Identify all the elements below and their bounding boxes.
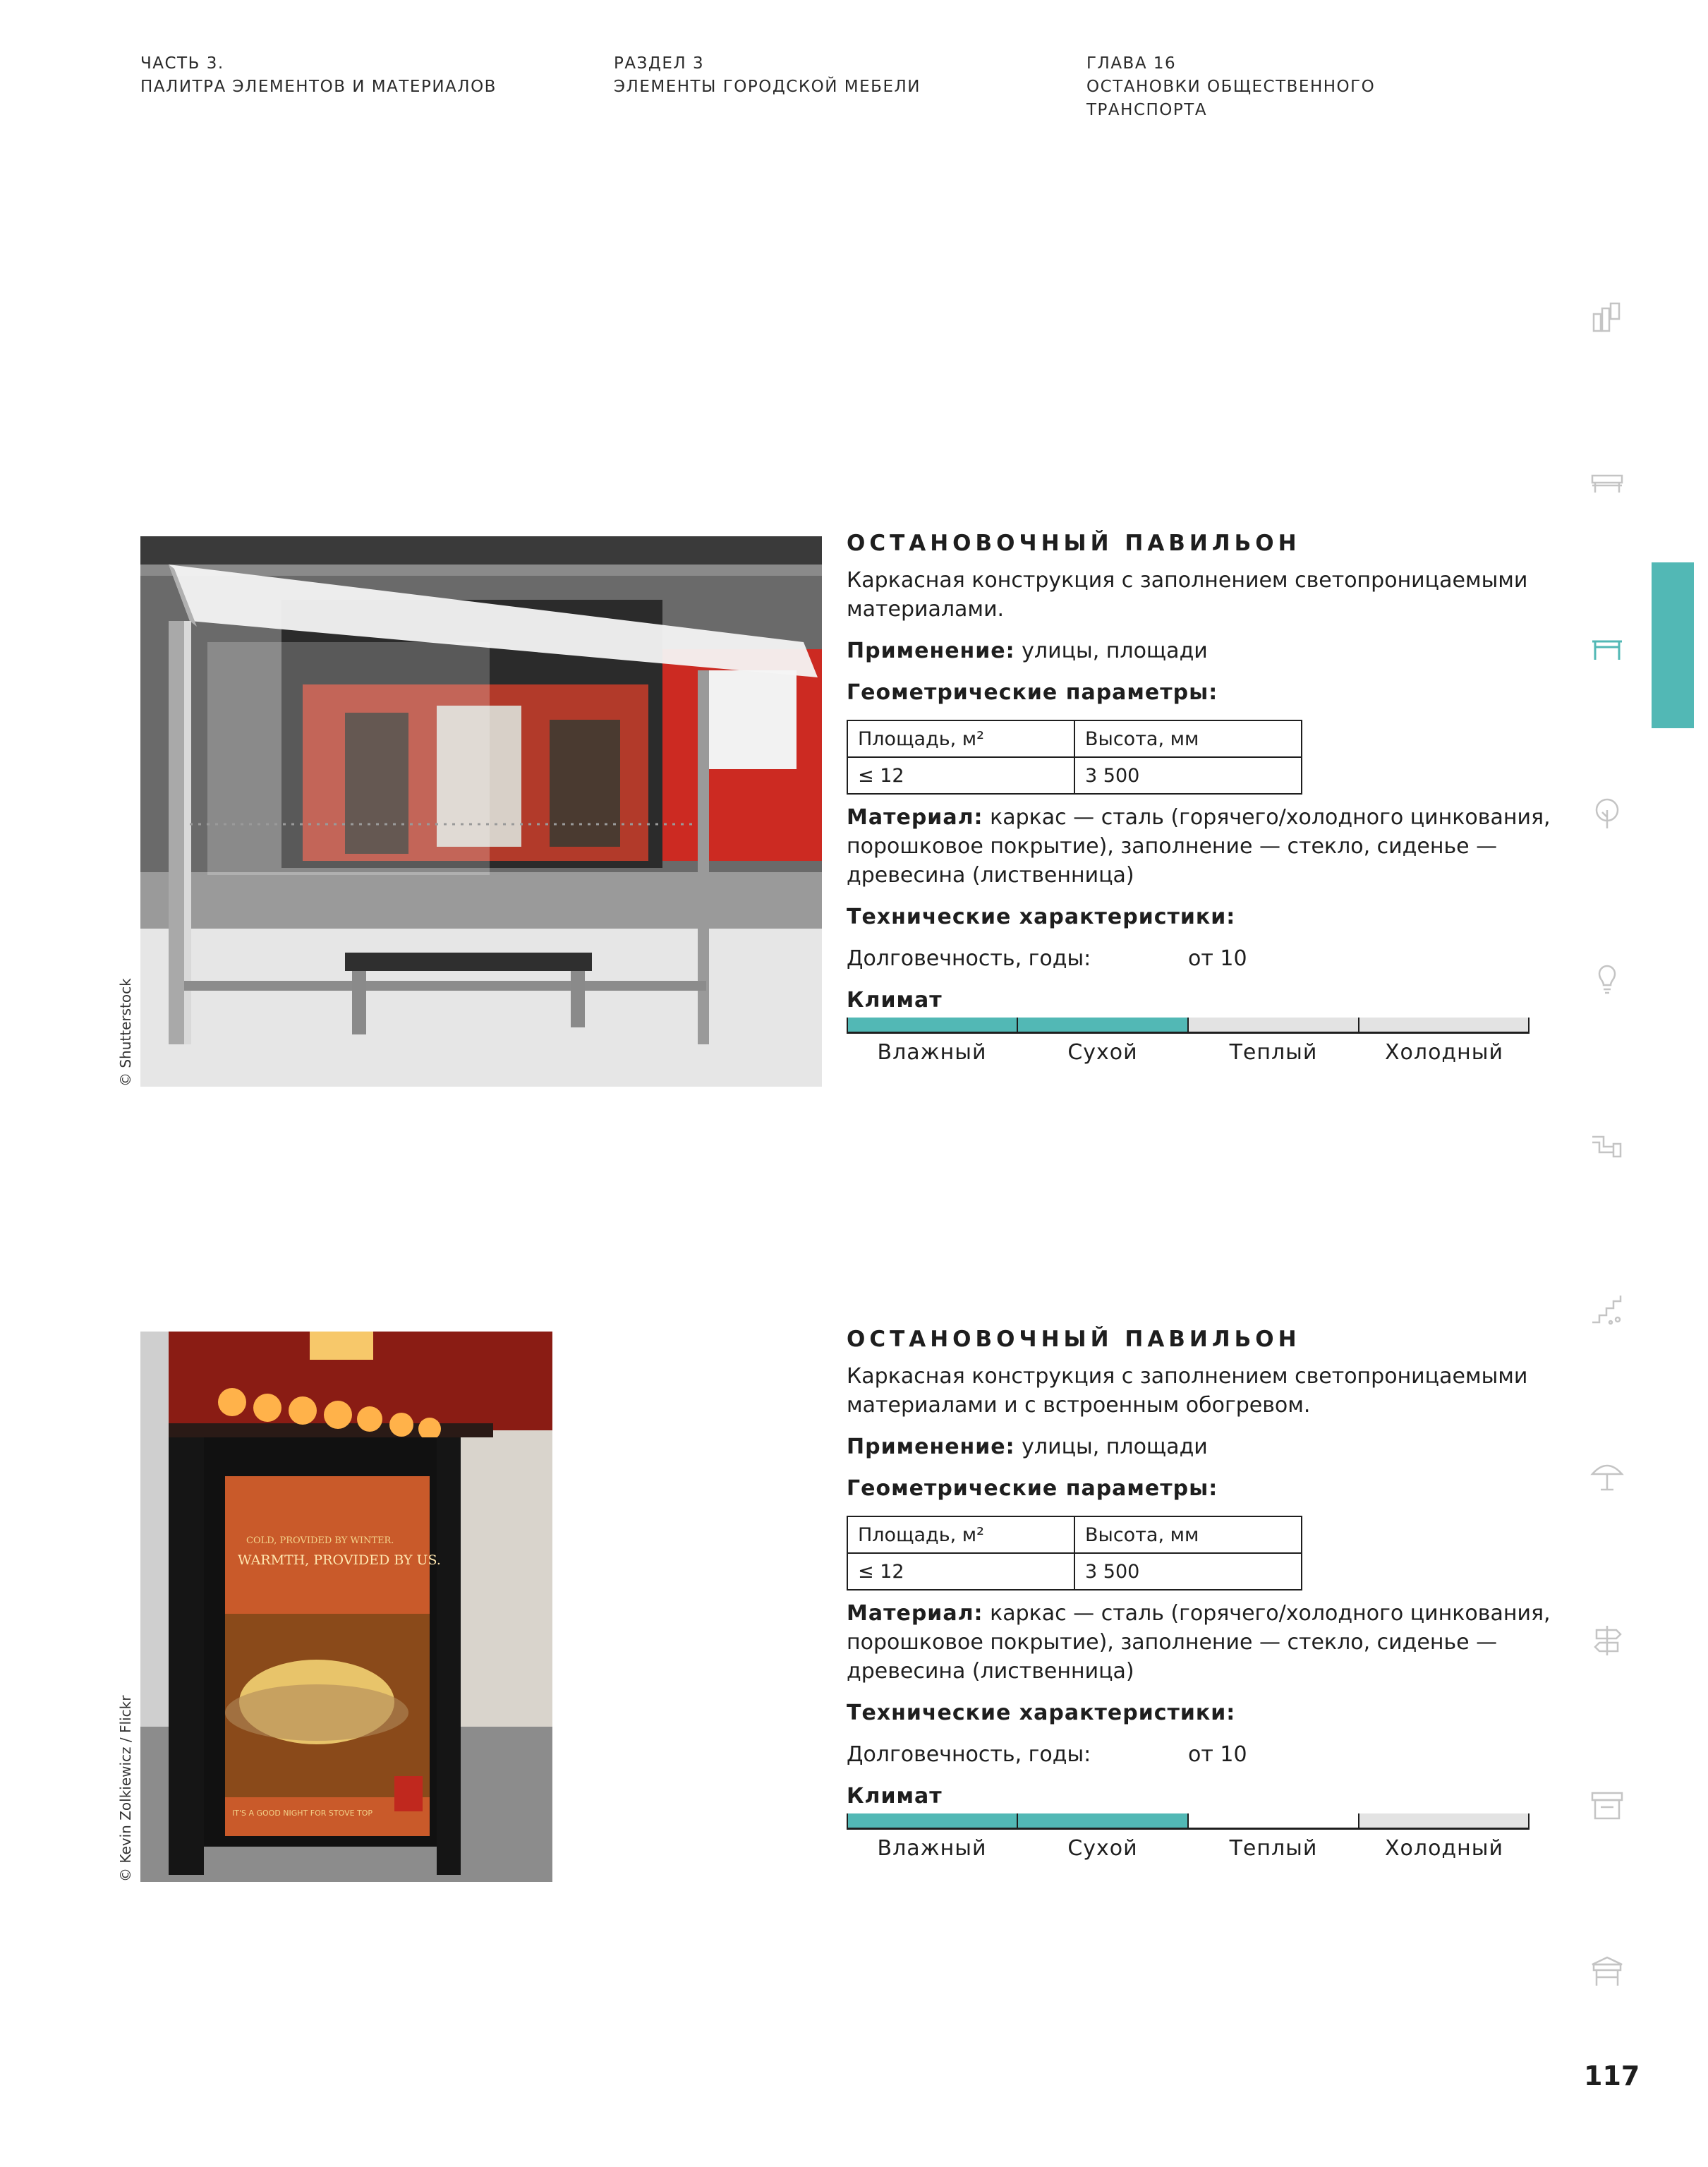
- climate-label-humid: Влажный: [877, 1836, 987, 1861]
- climate-segment-warm: [1188, 1813, 1359, 1830]
- application-line: [847, 636, 1566, 665]
- climate-divider: [1358, 1813, 1359, 1830]
- photo-credit: © Shutterstock: [117, 978, 134, 1087]
- climate-divider: [1528, 1813, 1530, 1830]
- climate-labels: [847, 1836, 1530, 1870]
- product-card: [847, 1324, 1566, 1870]
- ad-line1: COLD, PROVIDED BY WINTER.: [246, 1535, 394, 1546]
- material-label: Материал:: [847, 1601, 983, 1626]
- product-card: [847, 528, 1566, 1074]
- climate-label: Климат: [847, 988, 943, 1013]
- climate-divider: [1187, 1813, 1189, 1830]
- climate-bar: [847, 1813, 1530, 1830]
- climate-segment-dry: [1017, 1018, 1188, 1034]
- bus-shelter-photo: [140, 536, 822, 1087]
- buildings-icon[interactable]: [1589, 300, 1625, 335]
- climate-label-warm: Теплый: [1229, 1836, 1318, 1861]
- climate-label: Климат: [847, 1784, 943, 1809]
- pipes-icon[interactable]: [1589, 1127, 1625, 1162]
- header-chapter-title-line1: ОСТАНОВКИ ОБЩЕСТВЕННОГО: [1086, 78, 1376, 96]
- header-section-title: ЭЛЕМЕНТЫ ГОРОДСКОЙ МЕБЕЛИ: [614, 78, 921, 96]
- header-chapter-title-line2: ТРАНСПОРТА: [1086, 101, 1208, 119]
- table-header-area: Площадь, м²: [847, 720, 1074, 757]
- header-section-number: РАЗДЕЛ 3: [614, 54, 705, 73]
- product-description: Каркасная конструкция с заполнением светопроницаемыми материалами и с встроенным обогревом.: [847, 1364, 1528, 1418]
- durability-label: Долговечность, годы:: [847, 946, 1091, 971]
- material-line: [847, 803, 1566, 890]
- photo-credit: © Kevin Zolkiewicz / Flickr: [117, 1695, 134, 1882]
- climate-labels: [847, 1040, 1530, 1074]
- heated-shelter-photo: [140, 1332, 552, 1882]
- climate-label-warm: Теплый: [1229, 1040, 1318, 1065]
- geometry-table: [847, 1516, 1302, 1590]
- table-value-area: ≤ 12: [847, 757, 1074, 794]
- climate-segment-cold: [1359, 1813, 1530, 1830]
- tree-icon[interactable]: [1589, 796, 1625, 831]
- table-header-height: Высота, мм: [1074, 1516, 1302, 1553]
- climate-label-dry: Сухой: [1067, 1040, 1138, 1065]
- climate-bar: [847, 1018, 1530, 1034]
- durability-label: Долговечность, годы:: [847, 1742, 1091, 1767]
- climate-divider: [1187, 1018, 1189, 1034]
- material-value: каркас — сталь (горячего/холодного цинкования, порошковое покрытие), заполнение — стекло, сиденье — древесина (лиственница): [847, 1601, 1551, 1684]
- geometry-table: [847, 720, 1302, 795]
- climate-divider: [1528, 1018, 1530, 1034]
- ad-footer: IT'S A GOOD NIGHT FOR STOVE TOP: [232, 1809, 373, 1818]
- header-chapter: [1086, 52, 1375, 122]
- climate-segment-humid: [847, 1018, 1017, 1034]
- climate-segment-dry: [1017, 1813, 1188, 1830]
- application-value: улицы, площади: [1014, 1435, 1208, 1459]
- geometry-label: Геометрические параметры:: [847, 680, 1218, 705]
- pavilion-icon[interactable]: [1589, 1953, 1625, 1988]
- product-title: ОСТАНОВОЧНЫЙ ПАВИЛЬОН: [847, 531, 1301, 556]
- tech-label: Технические характеристики:: [847, 1701, 1236, 1725]
- header-section: [614, 52, 921, 99]
- climate-divider: [847, 1813, 848, 1830]
- application-label: Применение:: [847, 1435, 1015, 1459]
- durability-row: [847, 1740, 1566, 1769]
- table-value-height: 3 500: [1074, 757, 1302, 794]
- table-header-height: Высота, мм: [1074, 720, 1302, 757]
- bench-icon[interactable]: [1589, 466, 1625, 501]
- application-label: Применение:: [847, 639, 1015, 663]
- table-header-area: Площадь, м²: [847, 1516, 1074, 1553]
- table-value-height: 3 500: [1074, 1553, 1302, 1590]
- material-value: каркас — сталь (горячего/холодного цинкования, порошковое покрытие), заполнение — стекло, сиденье — древесина (лиственница): [847, 805, 1551, 888]
- product-description: Каркасная конструкция с заполнением светопроницаемыми материалами.: [847, 568, 1528, 622]
- durability-value: от 10: [1188, 1742, 1247, 1767]
- climate-label-dry: Сухой: [1067, 1836, 1138, 1861]
- geometry-label: Геометрические параметры:: [847, 1476, 1218, 1501]
- ad-line2: WARMTH, PROVIDED BY US.: [238, 1552, 441, 1568]
- climate-segment-humid: [847, 1813, 1017, 1830]
- header-part-title: ПАЛИТРА ЭЛЕМЕНТОВ И МАТЕРИАЛОВ: [140, 78, 497, 96]
- climate-divider: [1017, 1018, 1018, 1034]
- climate-label-cold: Холодный: [1385, 1836, 1503, 1861]
- climate-divider: [1017, 1813, 1018, 1830]
- application-line: [847, 1432, 1566, 1461]
- climate-label-humid: Влажный: [877, 1040, 987, 1065]
- page-number: 117: [1584, 2060, 1640, 2091]
- product-title: ОСТАНОВОЧНЫЙ ПАВИЛЬОН: [847, 1327, 1301, 1352]
- durability-value: от 10: [1188, 946, 1247, 971]
- chapter-tab-marker: [1652, 562, 1694, 728]
- durability-row: [847, 944, 1566, 973]
- climate-segment-cold: [1359, 1018, 1530, 1034]
- climate-divider: [847, 1018, 848, 1034]
- material-label: Материал:: [847, 805, 983, 830]
- application-value: улицы, площади: [1014, 639, 1208, 663]
- climate-segment-warm: [1188, 1018, 1359, 1034]
- umbrella-icon[interactable]: [1589, 1457, 1625, 1492]
- stairs-icon[interactable]: [1589, 1291, 1625, 1327]
- header-chapter-number: ГЛАВА 16: [1086, 54, 1177, 73]
- signpost-icon[interactable]: [1589, 1623, 1625, 1658]
- tech-label: Технические характеристики:: [847, 905, 1236, 929]
- header-part: [140, 52, 497, 99]
- table-icon[interactable]: [1589, 632, 1625, 667]
- lamp-icon[interactable]: [1589, 961, 1625, 996]
- kiosk-icon[interactable]: [1589, 1787, 1625, 1823]
- header-part-number: ЧАСТЬ 3.: [140, 54, 224, 73]
- table-value-area: ≤ 12: [847, 1553, 1074, 1590]
- material-line: [847, 1599, 1566, 1686]
- climate-label-cold: Холодный: [1385, 1040, 1503, 1065]
- climate-divider: [1358, 1018, 1359, 1034]
